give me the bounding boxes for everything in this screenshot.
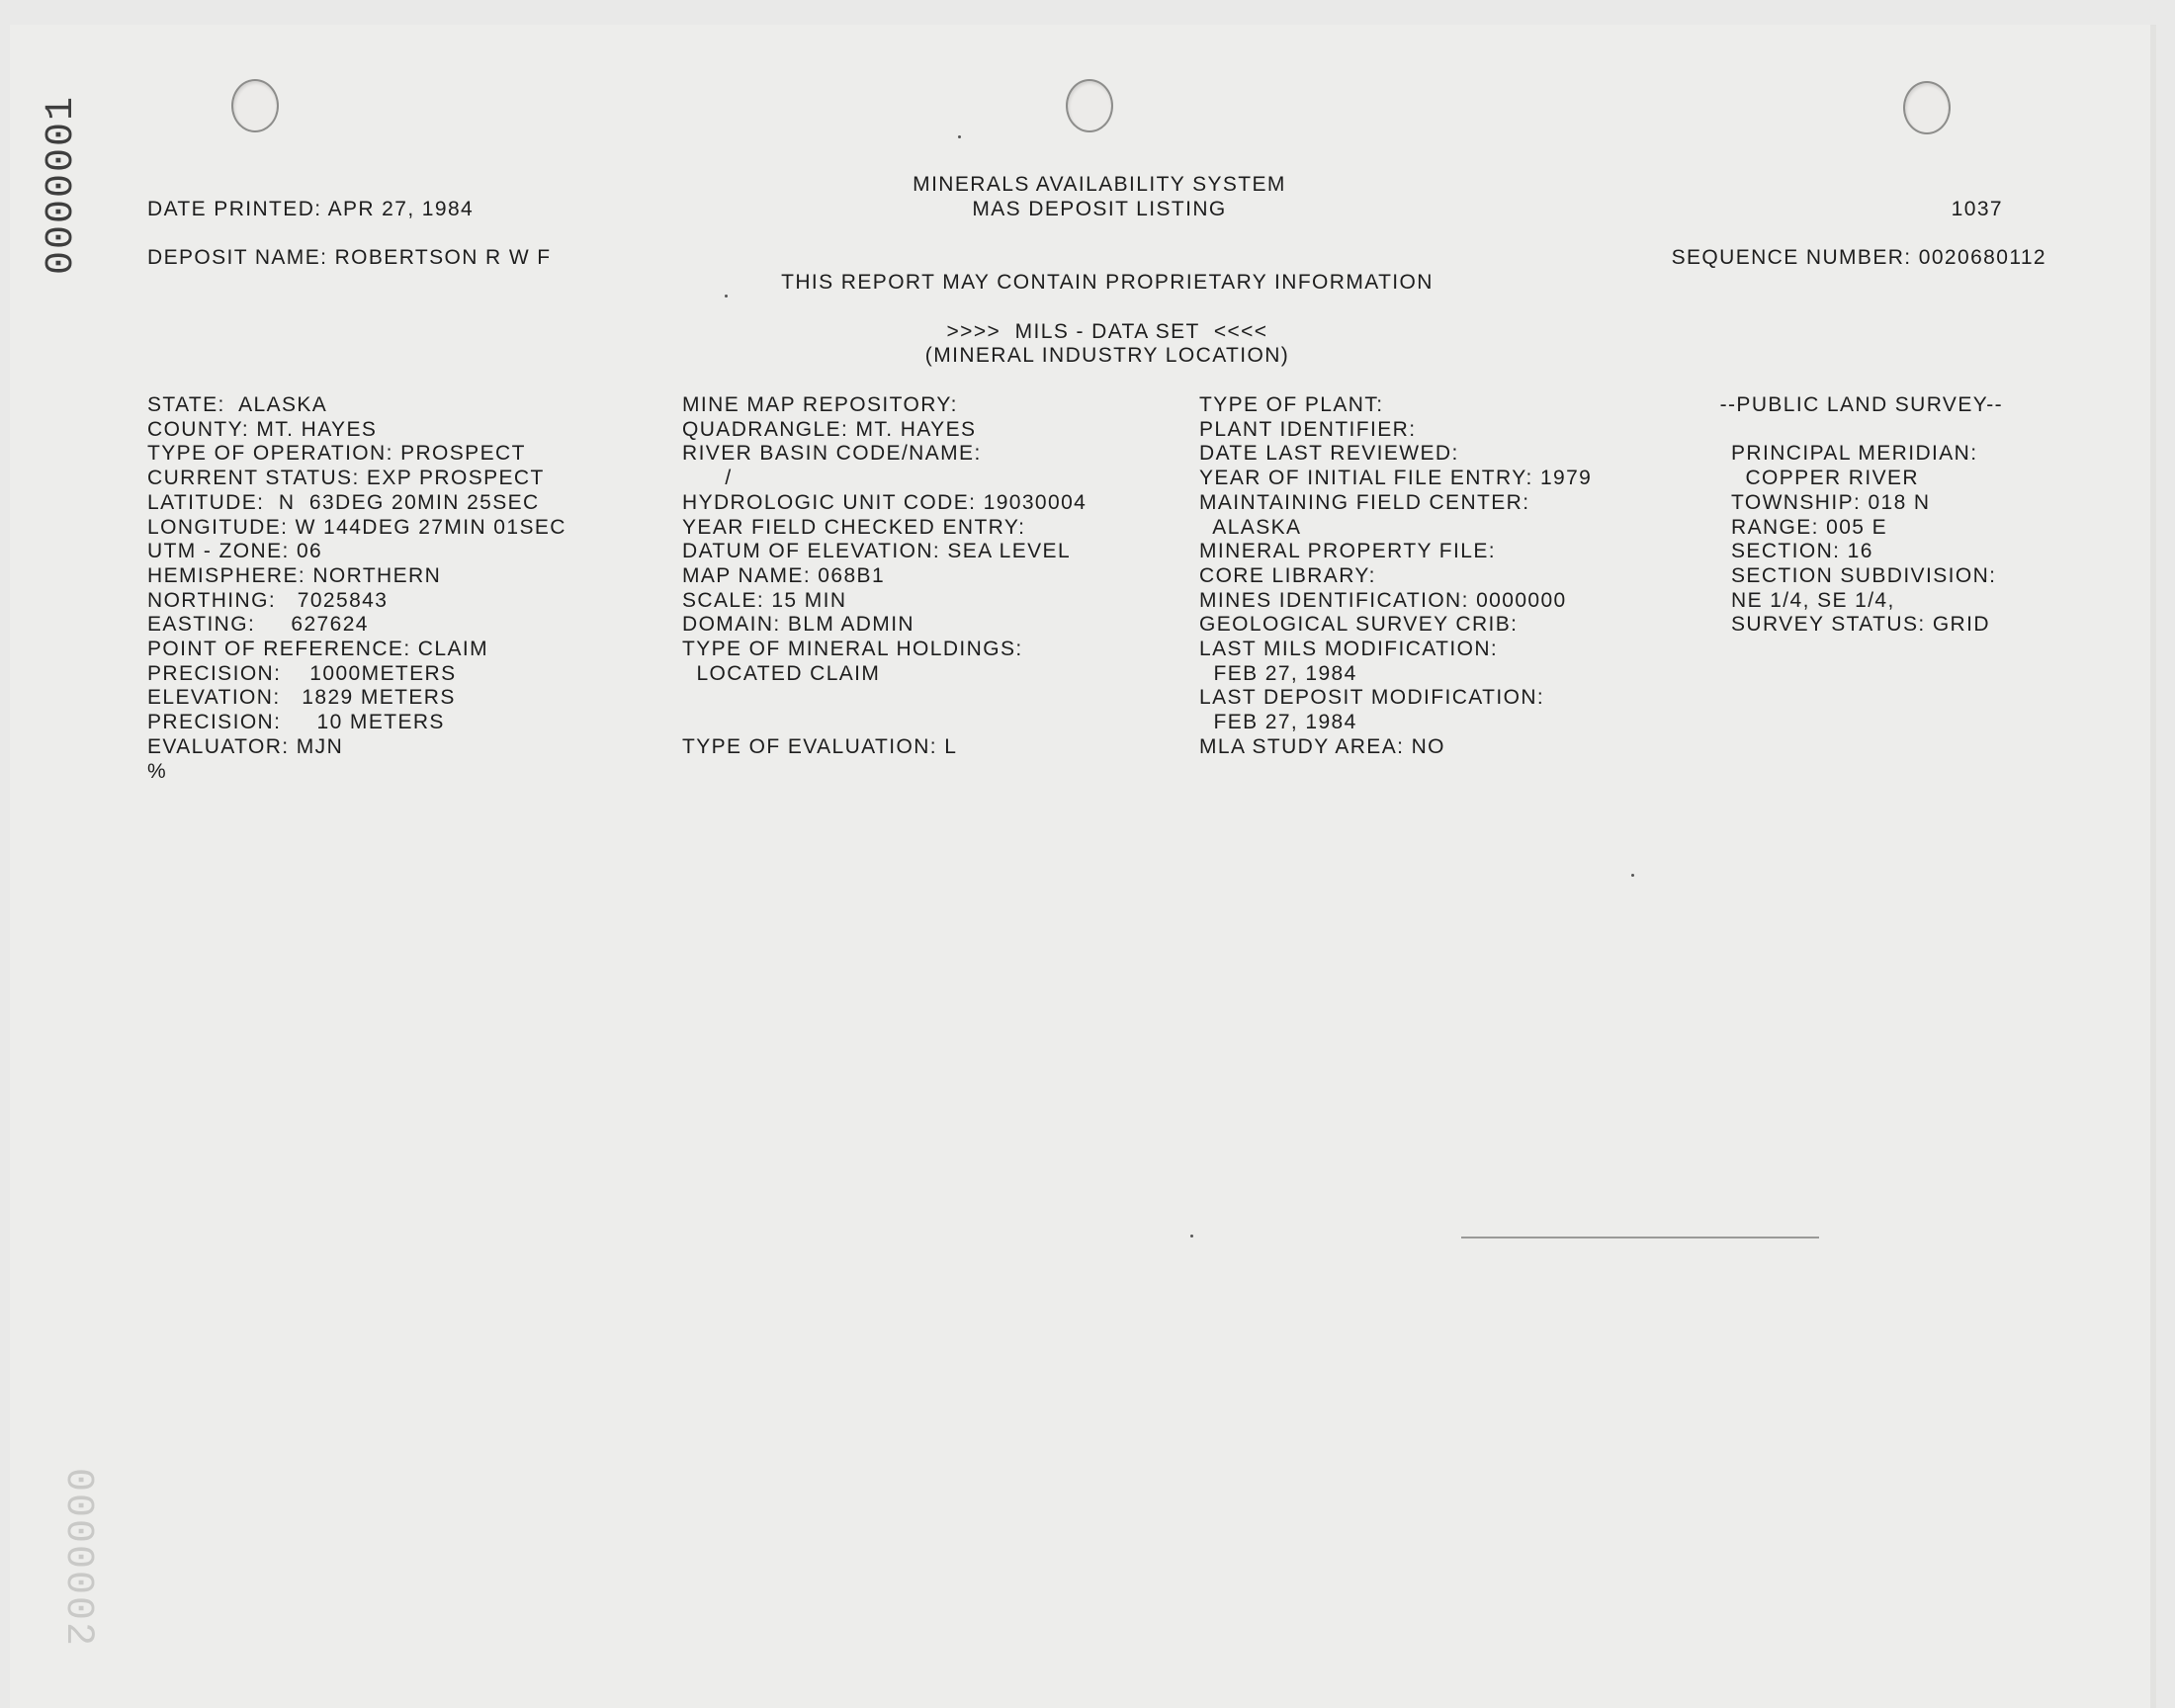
col1-field-line: STATE: ALASKA bbox=[147, 393, 328, 416]
col1-field-line: POINT OF REFERENCE: CLAIM bbox=[147, 638, 488, 660]
punch-hole-center bbox=[1066, 79, 1113, 132]
col2-field-line: / bbox=[682, 467, 733, 489]
paper-speck bbox=[725, 295, 728, 298]
col1-field-line: ELEVATION: 1829 METERS bbox=[147, 686, 456, 709]
listing-title: MAS DEPOSIT LISTING bbox=[972, 198, 1227, 220]
col4-field-line: TOWNSHIP: 018 N bbox=[1731, 491, 1931, 514]
proprietary-notice: THIS REPORT MAY CONTAIN PROPRIETARY INFORMATION bbox=[781, 271, 1434, 294]
col2-field-line: HYDROLOGIC UNIT CODE: 19030004 bbox=[682, 491, 1088, 514]
col2-field-line: DOMAIN: BLM ADMIN bbox=[682, 613, 914, 636]
col2-field-line: TYPE OF EVALUATION: L bbox=[682, 735, 958, 758]
col2-field-line: MAP NAME: 068B1 bbox=[682, 564, 886, 587]
col3-field-line: YEAR OF INITIAL FILE ENTRY: 1979 bbox=[1199, 467, 1593, 489]
col3-field-line: GEOLOGICAL SURVEY CRIB: bbox=[1199, 613, 1519, 636]
col2-field-line: MINE MAP REPOSITORY: bbox=[682, 393, 958, 416]
col1-field-line: TYPE OF OPERATION: PROSPECT bbox=[147, 442, 526, 465]
col3-field-line: PLANT IDENTIFIER: bbox=[1199, 418, 1417, 441]
col3-field-line: LAST DEPOSIT MODIFICATION: bbox=[1199, 686, 1545, 709]
frame-number-stamp-bottom: 0000002 bbox=[55, 1468, 100, 1649]
deposit-name: DEPOSIT NAME: ROBERTSON R W F bbox=[147, 246, 552, 269]
col3-field-line: MINERAL PROPERTY FILE: bbox=[1199, 540, 1496, 562]
col4-field-line: RANGE: 005 E bbox=[1731, 516, 1888, 539]
sequence-number: SEQUENCE NUMBER: 0020680112 bbox=[1671, 246, 2046, 269]
col3-field-line: LAST MILS MODIFICATION: bbox=[1199, 638, 1499, 660]
dataset-title: >>>> MILS - DATA SET <<<< bbox=[946, 320, 1268, 343]
col1-field-line: NORTHING: 7025843 bbox=[147, 589, 389, 612]
col3-field-line: FEB 27, 1984 bbox=[1199, 662, 1357, 685]
col3-field-line: FEB 27, 1984 bbox=[1199, 711, 1357, 733]
col4-field-line: SURVEY STATUS: GRID bbox=[1731, 613, 1990, 636]
col4-field-line: PRINCIPAL MERIDIAN: bbox=[1731, 442, 1978, 465]
page-number: 1037 bbox=[1951, 198, 2003, 220]
system-title: MINERALS AVAILABILITY SYSTEM bbox=[913, 173, 1286, 196]
col1-field-line: COUNTY: MT. HAYES bbox=[147, 418, 378, 441]
col2-field-line: TYPE OF MINERAL HOLDINGS: bbox=[682, 638, 1023, 660]
col2-field-line: QUADRANGLE: MT. HAYES bbox=[682, 418, 977, 441]
col3-field-line: TYPE OF PLANT: bbox=[1199, 393, 1384, 416]
signature-rule bbox=[1461, 1237, 1819, 1238]
col2-field-line: LOCATED CLAIM bbox=[682, 662, 881, 685]
punch-hole-left bbox=[231, 79, 279, 132]
col2-field-line: SCALE: 15 MIN bbox=[682, 589, 847, 612]
col2-field-line: RIVER BASIN CODE/NAME: bbox=[682, 442, 982, 465]
paper-speck bbox=[1190, 1235, 1193, 1238]
col4-field-line: NE 1/4, SE 1/4, bbox=[1731, 589, 1895, 612]
col3-field-line: ALASKA bbox=[1199, 516, 1302, 539]
paper-speck bbox=[1631, 874, 1634, 877]
frame-number-stamp-top: 0000001 bbox=[40, 94, 84, 275]
col2-field-line: YEAR FIELD CHECKED ENTRY: bbox=[682, 516, 1026, 539]
col4-field-line: COPPER RIVER bbox=[1731, 467, 1919, 489]
dataset-subtitle: (MINERAL INDUSTRY LOCATION) bbox=[924, 344, 1290, 367]
page-edge bbox=[2150, 25, 2156, 1708]
col1-field-line: HEMISPHERE: NORTHERN bbox=[147, 564, 442, 587]
col1-field-line: PRECISION: 1000METERS bbox=[147, 662, 457, 685]
col1-field-line: UTM - ZONE: 06 bbox=[147, 540, 323, 562]
col1-field-line: PRECISION: 10 METERS bbox=[147, 711, 445, 733]
col3-field-line: DATE LAST REVIEWED: bbox=[1199, 442, 1459, 465]
col4-field-line: SECTION SUBDIVISION: bbox=[1731, 564, 1997, 587]
col1-field-line: EASTING: 627624 bbox=[147, 613, 369, 636]
col4-field-line: SECTION: 16 bbox=[1731, 540, 1873, 562]
public-land-survey-heading: --PUBLIC LAND SURVEY-- bbox=[1719, 393, 2003, 416]
paper-speck bbox=[958, 135, 961, 138]
col1-field-line: LONGITUDE: W 144DEG 27MIN 01SEC bbox=[147, 516, 566, 539]
col3-field-line: MAINTAINING FIELD CENTER: bbox=[1199, 491, 1530, 514]
col1-field-line: LATITUDE: N 63DEG 20MIN 25SEC bbox=[147, 491, 540, 514]
col2-field-line: DATUM OF ELEVATION: SEA LEVEL bbox=[682, 540, 1072, 562]
col3-field-line: CORE LIBRARY: bbox=[1199, 564, 1376, 587]
col1-field-line: % bbox=[147, 760, 168, 783]
col1-field-line: CURRENT STATUS: EXP PROSPECT bbox=[147, 467, 545, 489]
date-printed: DATE PRINTED: APR 27, 1984 bbox=[147, 198, 475, 220]
col1-field-line: EVALUATOR: MJN bbox=[147, 735, 344, 758]
col3-field-line: MINES IDENTIFICATION: 0000000 bbox=[1199, 589, 1567, 612]
col3-field-line: MLA STUDY AREA: NO bbox=[1199, 735, 1445, 758]
punch-hole-right bbox=[1903, 81, 1951, 134]
